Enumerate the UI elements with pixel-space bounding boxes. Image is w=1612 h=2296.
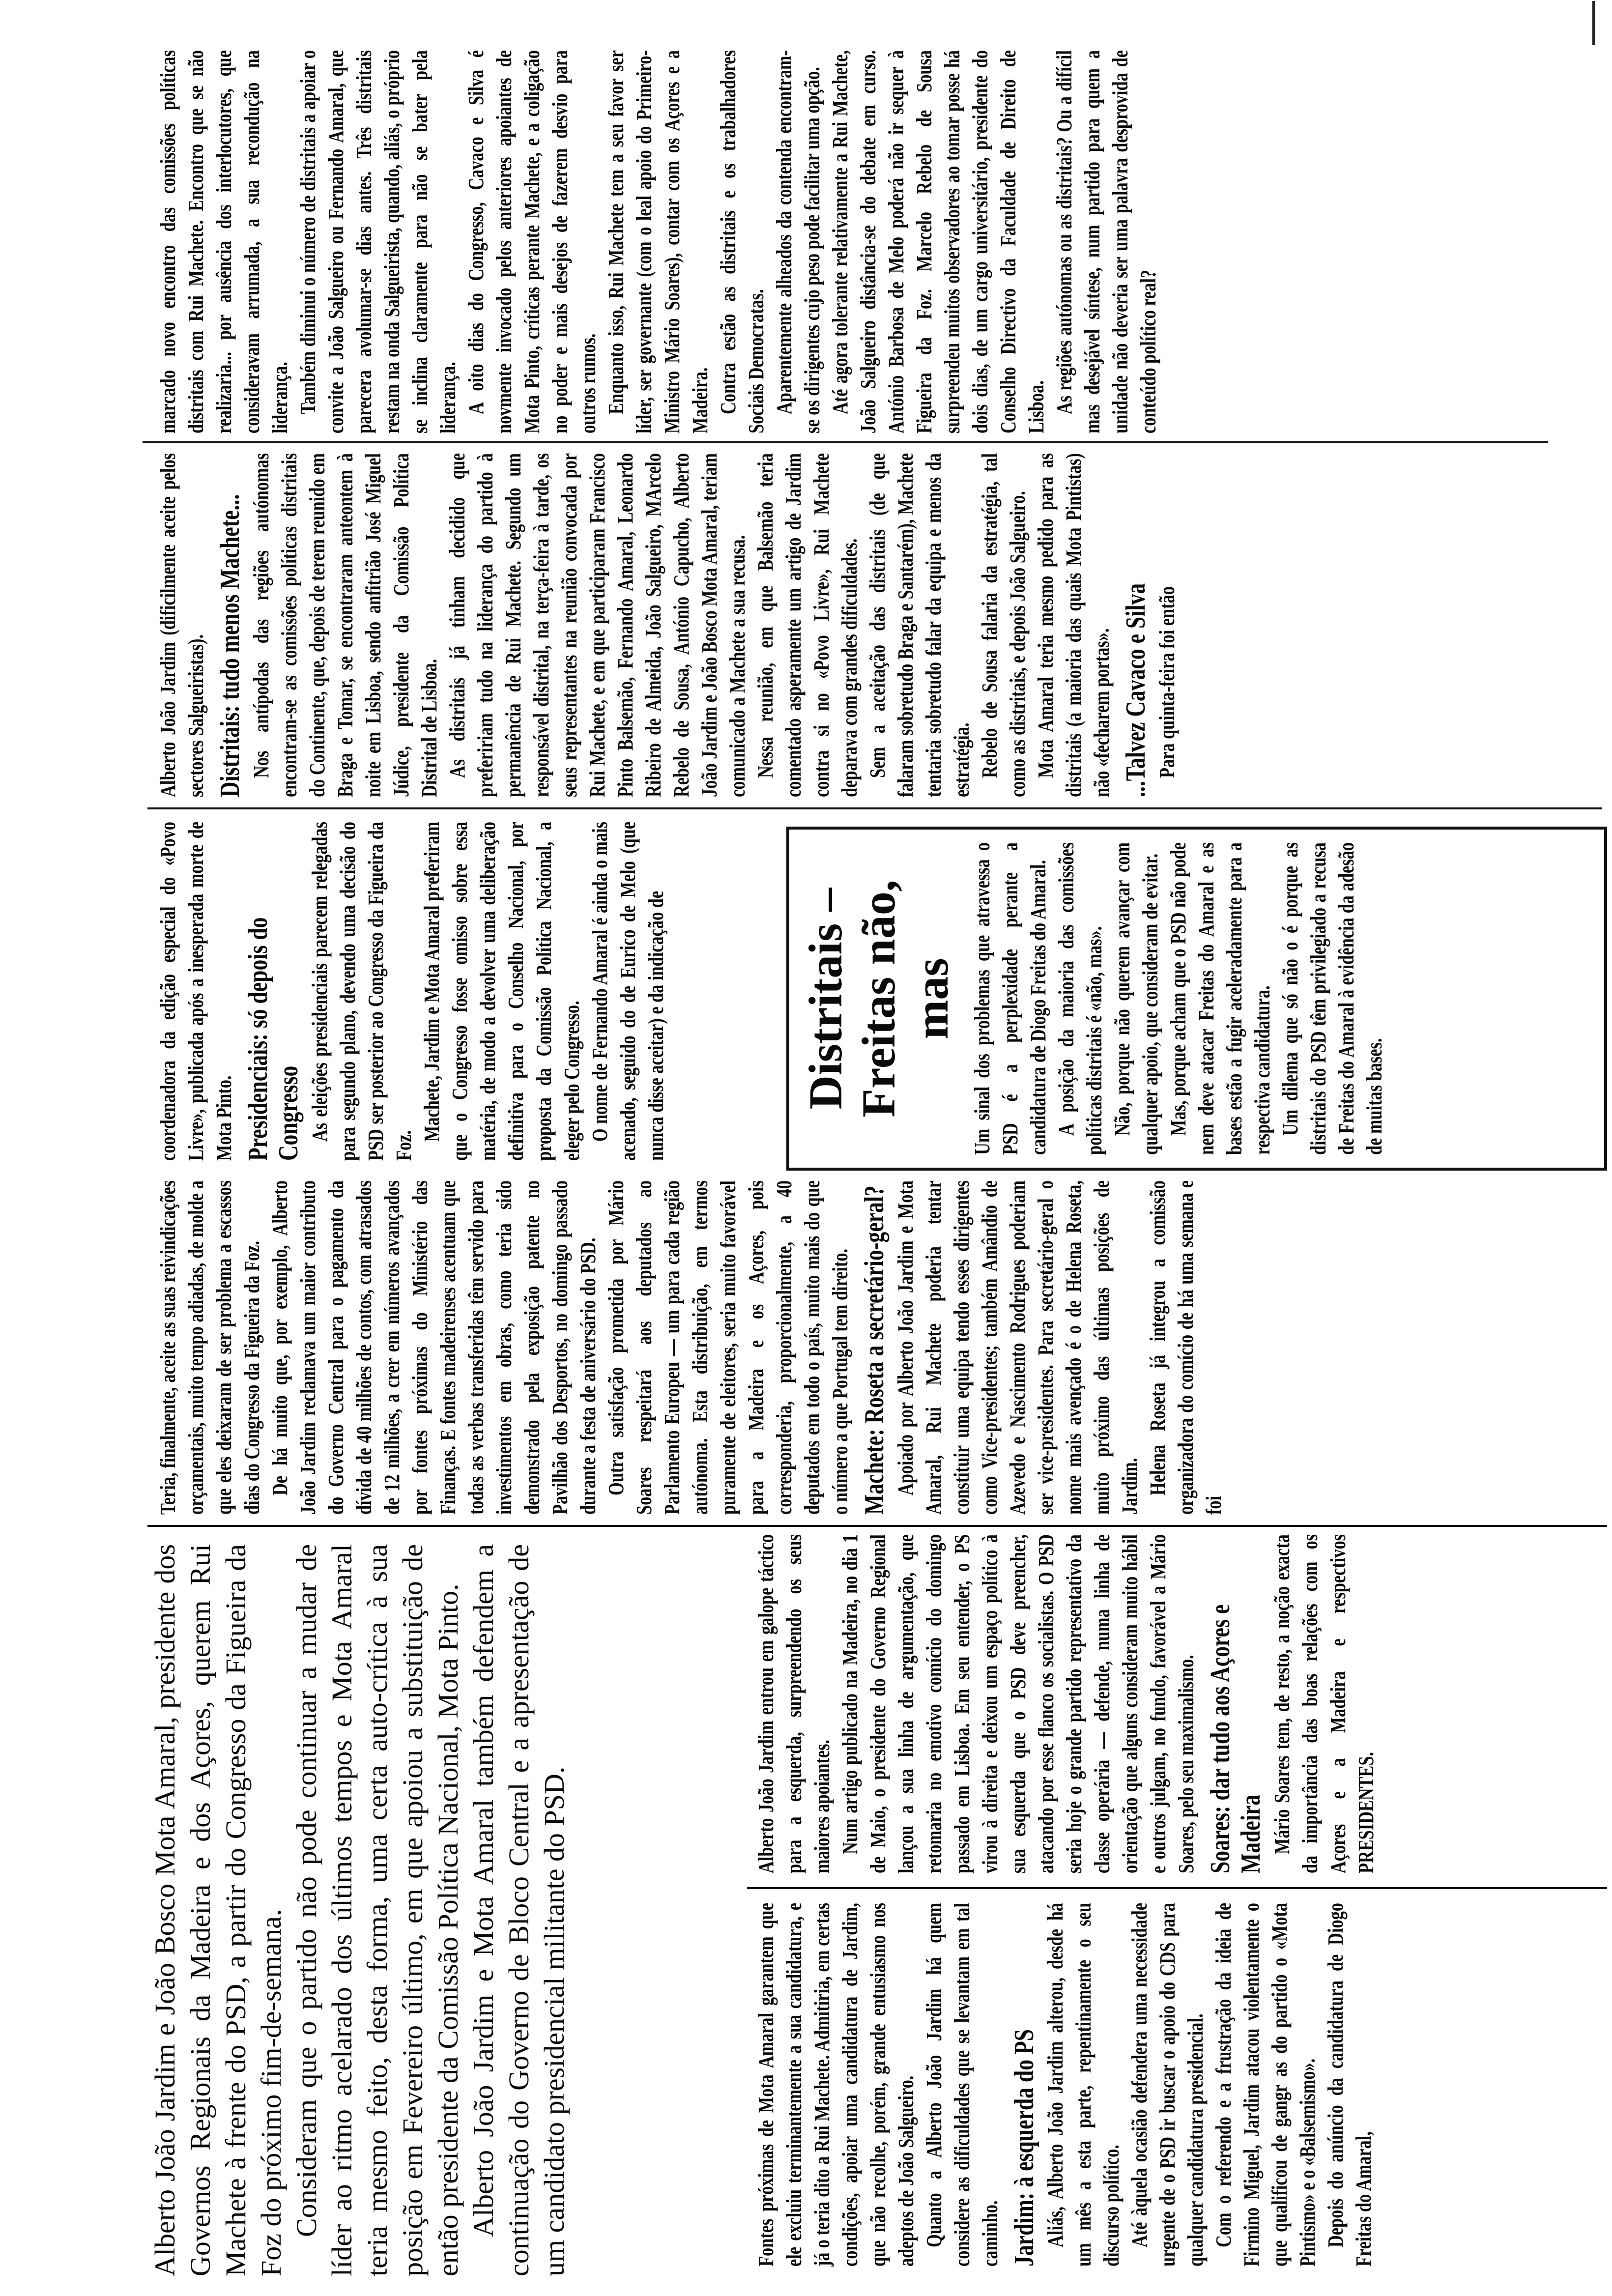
- subheading: Soares: dar tudo aos Açores e Madeira: [1205, 1604, 1266, 1873]
- article-paragraph: As eleições presidenciais parecem relegadas para segundo plano, devendo uma decisão do PSD ser posterior ao Congresso da Figueira da Foz.: [308, 822, 416, 1161]
- article-paragraph: De há muito que, por exemplo, Alberto João Jardim reclamava um maior contributo do Governo Central para o pagamento da dívida de 40 milhões de contos, com atrasados de 12 milhões, a crer em números avançados por fontes próximas do Ministério das Finanças. E fontes madeirenses acentuam que todas as verbas transferidas têm servido para investimentos em obras, como teria sido demonstrado pela exposição patente no Pavilhão dos Desportos, no domingo passado durante a festa de aniversário do PSD.: [268, 1180, 600, 1515]
- article-paragraph: Depois do anúncio da candidatura de Diogo Freitas do Amaral,: [1324, 1903, 1376, 2267]
- article-paragraph: Mota Amaral teria mesmo pedido para as distritais (a maioria das quais Mota Pintistas) não «fecharem portas».: [1034, 453, 1114, 797]
- article-paragraph: Helena Roseta já integrou a comissão organizadora do comício de há uma semana e foi: [1146, 1180, 1226, 1515]
- sidebar-paragraph: Um sinal dos problemas que atravessa o PSD é a perplexidade perante a candidatura de Diogo Freitas do Amaral.: [970, 842, 1050, 1155]
- article-column-6: [154, 50, 1162, 433]
- article-paragraph: marcado novo encontro das comissões políticas distritais com Rui Machete. Encontro que se não realizaria... por ausência dos interlocutores, que consideravam arrumada, a sua recondução na liderança.: [156, 50, 292, 433]
- column-text: [154, 453, 1181, 797]
- article-paragraph: coordenadora da edição especial do «Povo Livre», publicada após a inesperada morte de Mota Pinto.: [156, 822, 236, 1161]
- article-paragraph: Nos antípodas das regiões autónomas encontram-se as comissões políticas distritais do Continente, que, depois de terem reunido em Braga e Tomar, se encontraram anteontem à noite em Lisboa, sendo anfitrião José Miguel Júdice, presidente da Comissão Política Distrital de Lisboa.: [249, 453, 441, 797]
- subheading: Presidenciais: só depois do Congresso: [243, 917, 304, 1161]
- lead-paragraph: Alberto João Jardim e Mota Amaral também defendem a continuação do Governo de Bloco Central e a apresentação de um candidato presidencial militante do PSD.: [467, 1544, 570, 2276]
- scan-edge-mark: [1592, 1, 1595, 45]
- article-paragraph: Aliás, Alberto João Jardim alterou, desde há um mês a esta parte, repentinamente o seu discurso político.: [1043, 1903, 1123, 2267]
- column-divider: [147, 807, 1602, 809]
- article-paragraph: Alberto João Jardim entrou em galope táctico para a esquerda, surpreendendo os seus maiores apoiantes.: [754, 1534, 834, 1873]
- article-paragraph: Fontes próximas de Mota Amaral garantem que ele excluiu terminantemente a sua candidatura, e já o teria dito a Rui Machete. Admitiria, em certas condições, apoiar uma candidatura de Jardim, que não recolhe, porém, grande entusiasmo nos adeptos de João Salgueiro.: [754, 1903, 918, 2267]
- sidebar-box: [786, 827, 1607, 1171]
- article-paragraph: Até agora tolerante relativamente a Rui Machete, João Salgueiro distância-se do debate em curso. António Barbosa de Melo poderá não ir sequer à Figueira da Foz. Marcelo Rebelo de Sousa surpreendeu muitos observadores ao tomar posse há dois dias, de um cargo universitário, presidente do Conselho Directivo da Faculdade de Direito de Lisboa.: [828, 50, 1048, 433]
- article-paragraph: Com o referendo e a frustração da ideia de Firmino Miguel, Jardim atacou violentamente o que qualificou de gangr as do partido o «Mota Pintismo» e o «Balsemismo».: [1211, 1903, 1320, 2267]
- article-paragraph: Contra estão as distritais e os trabalhadores Sociais Democratas.: [716, 50, 768, 433]
- article-column-5: [154, 453, 1181, 797]
- article-column-1: [752, 1903, 1378, 2267]
- article-paragraph: A oito dias do Congresso, Cavaco e Silva é novmente invocado pelos anteriores apoiantes de Mota Pinto, críticas perante Machete, e a coligação no poder e mais desejos de fazerem desvio para outros rumos.: [464, 50, 600, 433]
- column-text: [154, 50, 1162, 433]
- column-text: [154, 1180, 1228, 1515]
- article-column-4: [154, 822, 670, 1161]
- lead-paragraph: Consideram que o partido não pode continuar a mudar de líder ao ritmo acelarado dos últimos tempos e Mota Amaral teria mesmo feito, desta forma, uma certa auto-crítica à sua posição em Fevereiro último, em que apoiou a substituição de então presidente da Comissão Política Nacional, Mota Pinto.: [290, 1544, 464, 2276]
- article-paragraph: Machete, Jardim e Mota Amaral preferiram que o Congresso fosse omisso sobre essa matéria, de modo a devolver uma deliberação definitiva para o Conselho Nacional, por proposta da Comissão Política Nacional, a eleger pelo Congresso.: [420, 822, 584, 1161]
- column-divider: [747, 1887, 1607, 1889]
- lead-paragraph: Alberto João Jardim e João Bosco Mota Amaral, presidente dos Governos Regionais da Madeira e dos Açores, querem Rui Machete à frente do PSD, a partir do Congresso da Figueira da Foz do próximo fim-de-semana.: [149, 1544, 287, 2276]
- article-paragraph: Alberto João Jardim (dificilmente aceite pelos sectores Salgueiristas).: [156, 453, 208, 797]
- column-text: [154, 822, 670, 1161]
- sidebar-box-body: [968, 842, 1388, 1155]
- sidebar-paragraph: Um dilema que só não o é porque as distritais do PSD têm privilegiado a recusa de Freitas do Amaral à evidência da adesão de muitas bases.: [1278, 842, 1386, 1155]
- article-column-2: [752, 1534, 1380, 1873]
- article-paragraph: Enquanto isso, Rui Machete tem a seu favor ser líder, ser governante (com o leal apoio do Primeiro-Ministro Mário Soares), contar com os Açores e a Madeira.: [604, 50, 712, 433]
- article-paragraph: Também diminui o número de distritais a apoiar o convite a João Salgueiro ou Fernando Amaral, que parecera avolumar-se dias antes. Três distritais restam na onda Salgueirista, quando, aliás, o próprio se inclina claramente para não se bater pela liderança.: [296, 50, 460, 433]
- article-paragraph: Rebelo de Sousa falaria da estratégia, tal como as distritais, e depois João Salgueiro.: [978, 453, 1030, 797]
- article-paragraph: Apoiado por Alberto João Jardim e Mota Amaral, Rui Machete poderia tentar constituir uma equipa tendo esses dirigentes como Vice-presidentes; também Amândio de Azevedo e Nascimento Rodrigues poderiam ser vice-presidentes. Para secretário-geral o nome mais avençado é o de Helena Roseta, muito próximo das últimas posições de Jardim.: [893, 1180, 1142, 1515]
- column-divider: [143, 441, 1548, 443]
- sidebar-paragraph: Mas, porque acham que o PSD não pode nem deve atacar Freitas do Amaral e as bases estão a fugir aceleradamente para a respectiva candidatura.: [1166, 842, 1274, 1155]
- subheading: ...Talvez Cavaco e Silva: [1121, 583, 1151, 797]
- lead-paragraphs: [147, 1544, 572, 2276]
- article-paragraph: Mário Soares tem, de resto, a noção exacta da importância das boas relações com os Açores e a Madeira e respectivos PRESIDENTES.: [1270, 1534, 1378, 1873]
- article-paragraph: Nessa reunião, em que Balsemão teria comentado asperamente um artigo de Jardim contra si no «Povo Livre», Rui Machete deparava com grandes dificuldades.: [753, 453, 862, 797]
- article-paragraph: Num artigo publicado na Madeira, no dia 1 de Maio, o presidente do Governo Regional lançou a sua linha de argumentação, que retomaria no emotivo comício do domingo passado em Lisboa. Em seu entender, o PS virou à direita e deixou um espaço político à sua esquerda que o PSD deve preencher, atacando por esse flanco os socialistas. O PSD seria hoje o grande partido representativo da classe operária — defende, numa linha de orientação que alguns consideram muito hábil e outros julgam, no fundo, favorável a Mário Soares, pelo seu maximalismo.: [838, 1534, 1198, 1873]
- article-paragraph: As regiões autónomas ou as distritais? Ou a difícil mas desejável síntese, num partido para quem a unidade não deveria ser uma palavra desprovida de conteúdo político real?: [1052, 50, 1160, 433]
- article-paragraph: Para quinta-feira foi então: [1155, 586, 1179, 778]
- column-text: [752, 1534, 1380, 1873]
- article-paragraph: As distritais já tinham decidido que prefeririam tudo na liderança do partido à permanência de Rui Machete. Segundo um responsável distrital, na terça-feira à tarde, os seus representantes na reunião convocada por Rui Machete, e em que participaram Francisco Pinto Balsemão, Fernando Amaral, Leonardo Ribeiro de Almeida, João Salgueiro, MArcelo Rebelo de Sousa, António Capucho, Alberto João Jardim e João Bosco Mota Amaral, teriam comunicado a Machete a sua recusa.: [445, 453, 749, 797]
- article-paragraph: Teria, finalmente, aceite as suas reivindicações orçamentais, muito tempo adiadas, de molde a que eles deixaram de ser problema a escassos dias do Congresso da Figueira da Foz.: [156, 1180, 264, 1515]
- column-text: [752, 1903, 1378, 2267]
- article-paragraph: Sem a aceitação das distritais (de que falaram sobretudo Braga e Santarém), Machete tentaria sobretudo falar da equipa e menos da estratégia.: [865, 453, 974, 797]
- article-paragraph: Até àquela ocasião defendera uma necessidade urgente de o PSD ir buscar o apoio do CDS para qualquer candidatura presidencial.: [1127, 1903, 1208, 2267]
- sidebar-box-title: Distritais – Freitas não, mas: [799, 880, 958, 1118]
- subheading: Distritais: tudo menos Machete...: [215, 494, 245, 797]
- article-paragraph: Aparentemente alheados da contenda encontram-se os dirigentes cujo peso pode facilitar uma opção.: [772, 50, 824, 433]
- article-paragraph: Quanto a Alberto João Jardim há quem considere as dificuldades que se levantam em tal caminho.: [922, 1903, 1002, 2267]
- article-paragraph: Outra satisfação prometida por Mário Soares respeitará aos deputados ao Parlamento Europeu — um para cada região autónoma. Esta distribuição, em termos puramente de eleitores, seria muito favorável para a Madeira e os Açores, pois corresponderia, proporcionalmente, a 40 deputados em todo o país, muito mais do que o número a que Portugal tem direito.: [604, 1180, 852, 1515]
- column-divider: [147, 1525, 1607, 1527]
- subheading: Machete: Roseta a secretário-geral?: [859, 1185, 890, 1515]
- sidebar-paragraph: A posição da maioria das comissões políticas distritais é «não, mas».: [1054, 842, 1106, 1155]
- sidebar-paragraph: Não, porque não querem avançar com qualquer apoio, que consideram de evitar.: [1110, 842, 1162, 1155]
- subheading: Jardim: à esquerda do PS: [1009, 2029, 1039, 2267]
- article-column-3: [154, 1180, 1228, 1515]
- article-paragraph: O nome de Fernando Amaral é ainda o mais acenado, seguido do de Eurico de Melo (que nunca disse aceitar) e da indicação de: [588, 822, 668, 1161]
